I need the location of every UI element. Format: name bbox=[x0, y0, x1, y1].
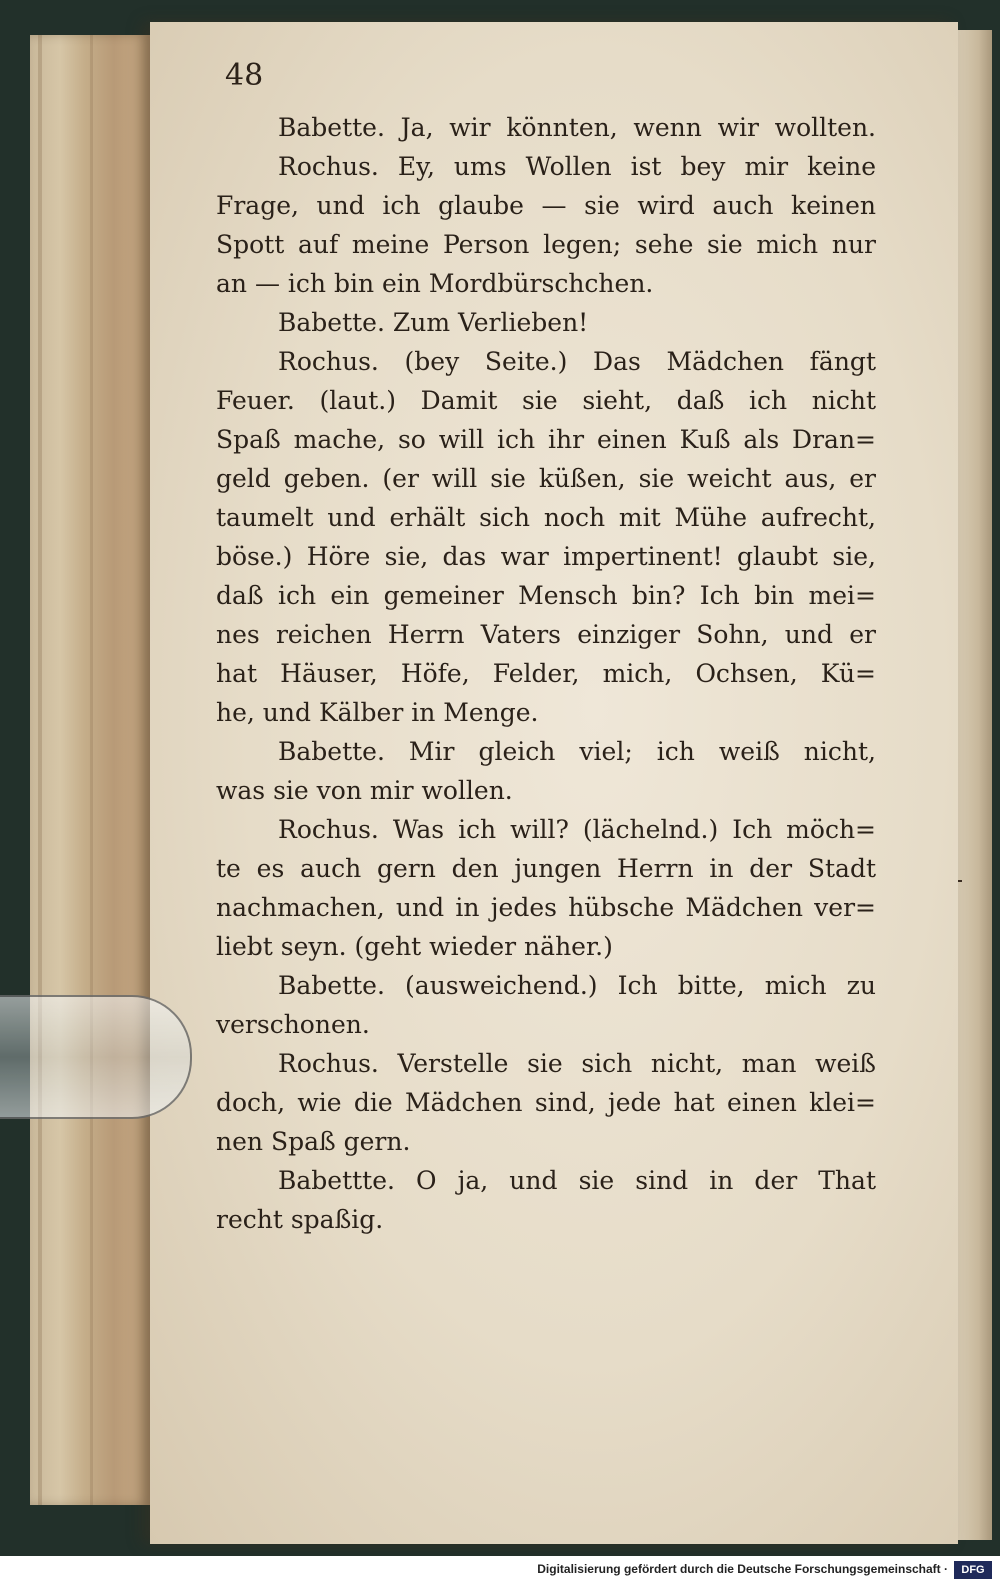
text-line: te es auch gern den jungen Herrn in der Stadt bbox=[216, 854, 876, 883]
text-line: nes reichen Herrn Vaters einziger Sohn, und er bbox=[216, 620, 876, 649]
text-line: Babette. Mir gleich viel; ich weiß nicht, bbox=[278, 737, 876, 766]
text-line: Babette. Ja, wir könnten, wenn wir wollten. bbox=[278, 113, 876, 142]
text-line: Spott auf meine Person legen; sehe sie mich nur bbox=[216, 230, 876, 259]
page-clip-holder bbox=[0, 995, 192, 1119]
page-number: 48 bbox=[225, 58, 264, 93]
text-line: an — ich bin ein Mordbürschchen. bbox=[216, 269, 654, 298]
text-line: böse.) Höre sie, das war impertinent! glaubt sie, bbox=[216, 542, 876, 571]
funding-credit: Digitalisierung gefördert durch die Deutsche Forschungsgemeinschaft · bbox=[537, 1562, 948, 1576]
text-line: Babettte. O ja, und sie sind in der That bbox=[278, 1166, 876, 1195]
text-line: nen Spaß gern. bbox=[216, 1127, 411, 1156]
text-line: he, und Kälber in Menge. bbox=[216, 698, 539, 727]
text-line: recht spaßig. bbox=[216, 1205, 384, 1234]
text-line: taumelt und erhält sich noch mit Mühe aufrecht, bbox=[216, 503, 876, 532]
text-line: Rochus. Verstelle sie sich nicht, man weiß bbox=[278, 1049, 876, 1078]
text-line: Frage, und ich glaube — sie wird auch keinen bbox=[216, 191, 876, 220]
text-line: Spaß mache, so will ich ihr einen Kuß als Dran= bbox=[216, 425, 876, 454]
right-page-edge bbox=[958, 30, 992, 1540]
text-line: doch, wie die Mädchen sind, jede hat einen klei= bbox=[216, 1088, 876, 1117]
digitization-footer bbox=[0, 1556, 1000, 1586]
text-line: nachmachen, und in jedes hübsche Mädchen ver= bbox=[216, 893, 876, 922]
text-line: hat Häuser, Höfe, Felder, mich, Ochsen, Kü= bbox=[216, 659, 876, 688]
text-line: Rochus. (bey Seite.) Das Mädchen fängt bbox=[278, 347, 876, 376]
text-line: Babette. (ausweichend.) Ich bitte, mich zu bbox=[278, 971, 876, 1000]
text-line: daß ich ein gemeiner Mensch bin? Ich bin mei= bbox=[216, 581, 876, 610]
text-line: geld geben. (er will sie küßen, sie weicht aus, er bbox=[216, 464, 876, 493]
text-line: was sie von mir wollen. bbox=[216, 776, 513, 805]
text-line: liebt seyn. (geht wieder näher.) bbox=[216, 932, 613, 961]
text-line: verschonen. bbox=[216, 1010, 370, 1039]
text-line: Feuer. (laut.) Damit sie sieht, daß ich nicht bbox=[216, 386, 876, 415]
text-line: Babette. Zum Verlieben! bbox=[278, 308, 589, 337]
text-line: Rochus. Ey, ums Wollen ist bey mir keine bbox=[278, 152, 876, 181]
left-page-stack bbox=[30, 35, 150, 1505]
dfg-logo: DFG bbox=[954, 1561, 992, 1579]
page-text bbox=[216, 108, 876, 1239]
text-line: Rochus. Was ich will? (lächelnd.) Ich möch= bbox=[278, 815, 876, 844]
